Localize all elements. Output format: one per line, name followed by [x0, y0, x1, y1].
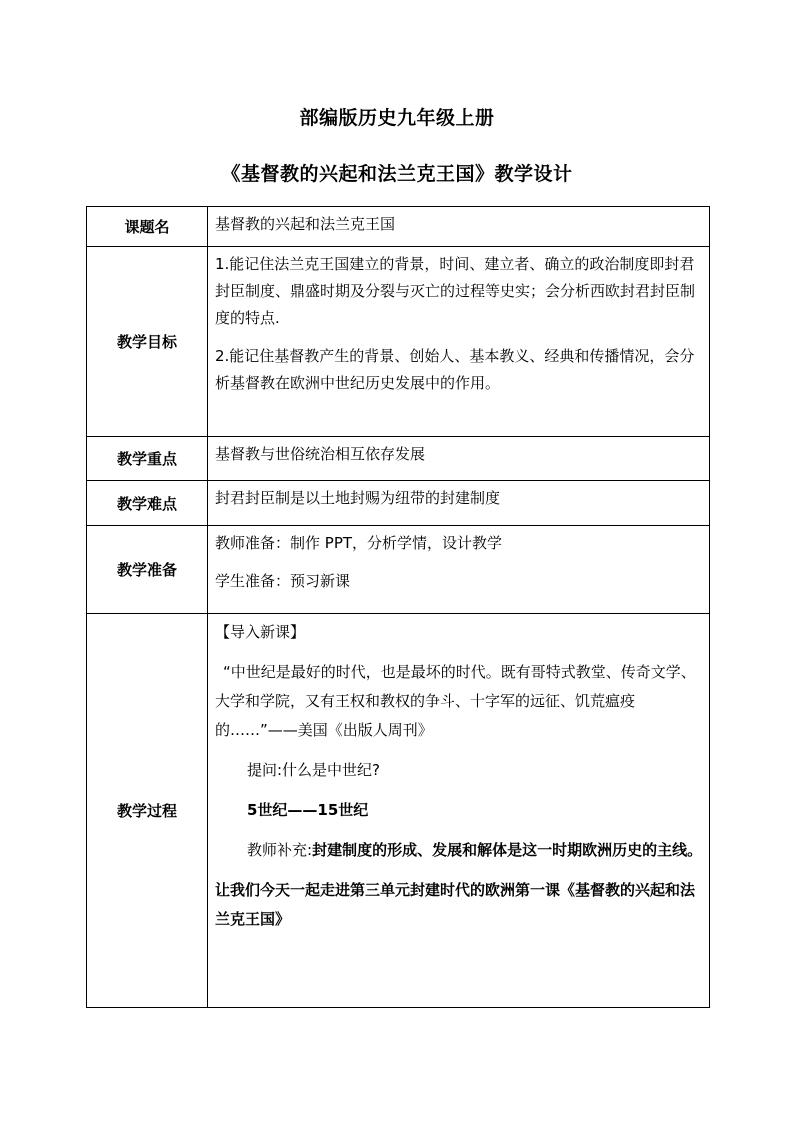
value-preparation: [208, 526, 710, 614]
value-objectives: [208, 247, 710, 437]
label-topic: 课题名: [87, 207, 208, 247]
label-key-point: 教学重点: [87, 437, 208, 481]
student-preparation: 学生准备：预习新课: [215, 572, 351, 590]
row-objectives: [87, 247, 710, 437]
supplement-text: 封建制度的形成、发展和解体是这一时期欧洲历史的主线。: [312, 841, 703, 859]
teacher-supplement: [215, 836, 703, 865]
row-difficulty: [87, 481, 710, 526]
row-topic: [87, 207, 710, 247]
document-title: 部编版历史九年级上册: [299, 107, 495, 129]
supplement-prefix: 教师补充:: [247, 841, 313, 859]
intro-quote: “中世纪是最好的时代，也是最坏的时代。既有哥特式教堂、传奇文学、大学和学院，又有王权和教权的争斗、十字军的远征、饥荒瘟疫的……”——美国《出版人周刊》: [215, 663, 696, 739]
value-topic: 基督教的兴起和法兰克王国: [208, 207, 710, 247]
answer: 5世纪——15世纪: [247, 801, 369, 819]
document-subtitle: 《基督教的兴起和法兰克王国》教学设计: [221, 163, 573, 185]
teacher-preparation: 教师准备：制作 PPT，分析学情，设计教学: [215, 534, 503, 552]
row-process: [87, 614, 710, 1008]
label-preparation: 教学准备: [87, 526, 208, 614]
transition: 让我们今天一起走进第三单元封建时代的欧洲第一课《基督教的兴起和法兰克王国》: [215, 881, 696, 928]
lesson-plan-table: [86, 206, 710, 1008]
row-key-point: [87, 437, 710, 481]
label-process: 教学过程: [87, 614, 208, 1008]
objective-item: 1.能记住法兰克王国建立的背景，时间、建立者、确立的政治制度即封君封臣制度、鼎盛时期及分裂与灭亡的过程等史实；会分析西欧封君封臣制度的特点.: [215, 255, 696, 327]
objective-item: 2.能记住基督教产生的背景、创始人、基本教义、经典和传播情况，会分析基督教在欧洲中世纪历史发展中的作用。: [215, 347, 695, 392]
value-key-point: 基督教与世俗统治相互依存发展: [208, 437, 710, 481]
label-difficulty: 教学难点: [87, 481, 208, 526]
label-objectives: 教学目标: [87, 247, 208, 437]
intro-heading: 【导入新课】: [215, 623, 306, 641]
value-difficulty: 封君封臣制是以土地封赐为纽带的封建制度: [208, 481, 710, 526]
question: 提问:什么是中世纪?: [247, 761, 381, 779]
value-process: [208, 614, 710, 1008]
row-preparation: [87, 526, 710, 614]
